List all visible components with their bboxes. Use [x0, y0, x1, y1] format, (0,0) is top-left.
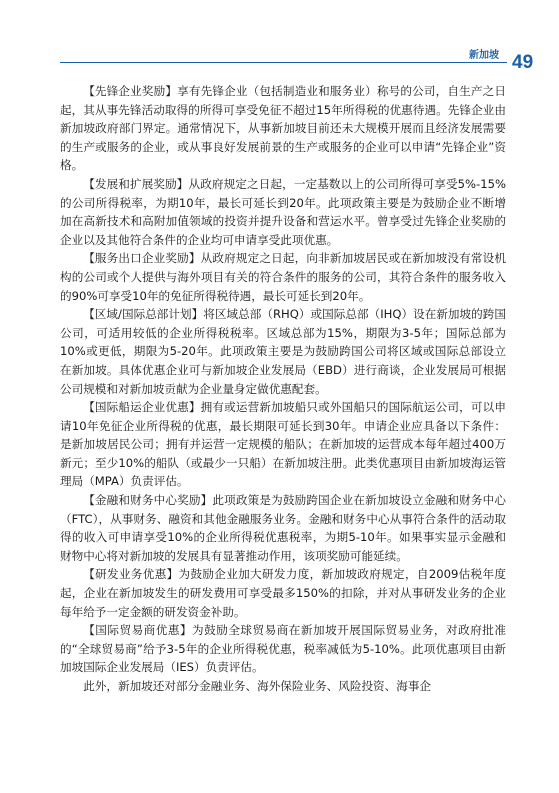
body-text — [60, 82, 506, 696]
page-number: 49 — [512, 52, 534, 73]
paragraph-rd-incentive: 【研发业务优惠】为鼓励企业加大研发力度，新加坡政府规定，自2009估税年度起，企业在新加坡发生的研发费用可享受最多150%的扣除，并对从事研发业务的企业每年给予一定金额的研发资金补助。 — [60, 567, 506, 619]
section-title: 新加坡 — [469, 50, 499, 61]
header-divider — [60, 62, 507, 63]
paragraph-services-export-incentive: 【服务出口企业奖励】从政府规定之日起，向非新加坡居民或在新加坡没有常设机构的公司或个人提供与海外项目有关的符合条件的服务的公司，其符合条件的服务收入的90%可享受10年的免征所得税待遇，最长可延长到20年。 — [60, 251, 506, 303]
paragraph-development-expansion-incentive: 【发展和扩展奖励】从政府规定之日起，一定基数以上的公司所得可享受5%-15%的公司所得税率，为期10年，最长可延长到20年。此项政策主要是为鼓励企业不断增加在高新技术和高附加值领域的投资并提升设备和营运水平。曾享受过先锋企业奖励的企业以及其他符合条件的企业均可申请享受此项优惠。 — [60, 176, 506, 247]
paragraph-headquarters-program: 【区域/国际总部计划】将区域总部（RHQ）或国际总部（IHQ）设在新加坡的跨国公司，可适用较低的企业所得税税率。区域总部为15%，期限为3-5年；国际总部为10%或更低，期限为5-20年。此项政策主要是为鼓励跨国公司将区域或国际总部设立在新加坡。具体优惠企业可与新加坡企业发展局（EBD）进行商谈，企业发展局可根据公司规模和对新加坡贡献为企业量身定做优惠配套。 — [60, 307, 506, 396]
paragraph-shipping-incentive: 【国际船运企业优惠】拥有或运营新加坡船只或外国船只的国际航运公司，可以申请10年免征企业所得税的优惠，最长期限可延长到30年。申请企业应具备以下条件：是新加坡居民公司；拥有并运营一定规模的船队；在新加坡的运营成本每年超过400万新元；至少10%的船队（或最少一只船）在新加坡注册。此类优惠项目由新加坡海运管理局（MPA）负责评估。 — [60, 400, 506, 489]
paragraph-pioneer-incentive: 【先锋企业奖励】享有先锋企业（包括制造业和服务业）称号的公司，自生产之日起，其从事先锋活动取得的所得可享受免征不超过15年所得税的优惠待遇。先锋企业由新加坡政府部门界定。通常情况下，从事新加坡目前还未大规模开展而且经济发展需要的生产或服务的企业，或从事良好发展前景的生产或服务的企业可以申请“先锋企业”资格。 — [60, 84, 506, 173]
paragraph-finance-treasury-incentive: 【金融和财务中心奖励】此项政策是为鼓励跨国企业在新加坡设立金融和财务中心（FTC），从事财务、融资和其他金融服务业务。金融和财务中心从事符合条件的活动取得的收入可申请享受10%的企业所得税优惠税率，为期5-10年。如果事实显示金融和财物中心将对新加坡的发展具有显著推动作用，该项奖励可能延续。 — [60, 493, 506, 563]
paragraph-other-incentives: 此外，新加坡还对部分金融业务、海外保险业务、风险投资、海事企 — [83, 679, 432, 693]
paragraph-global-trader-incentive: 【国际贸易商优惠】为鼓励全球贸易商在新加坡开展国际贸易业务，对政府批准的“全球贸易商”给予3-5年的企业所得税优惠，税率减低为5-10%。此项优惠项目由新加坡国际企业发展局（IES）负责评估。 — [60, 623, 506, 675]
